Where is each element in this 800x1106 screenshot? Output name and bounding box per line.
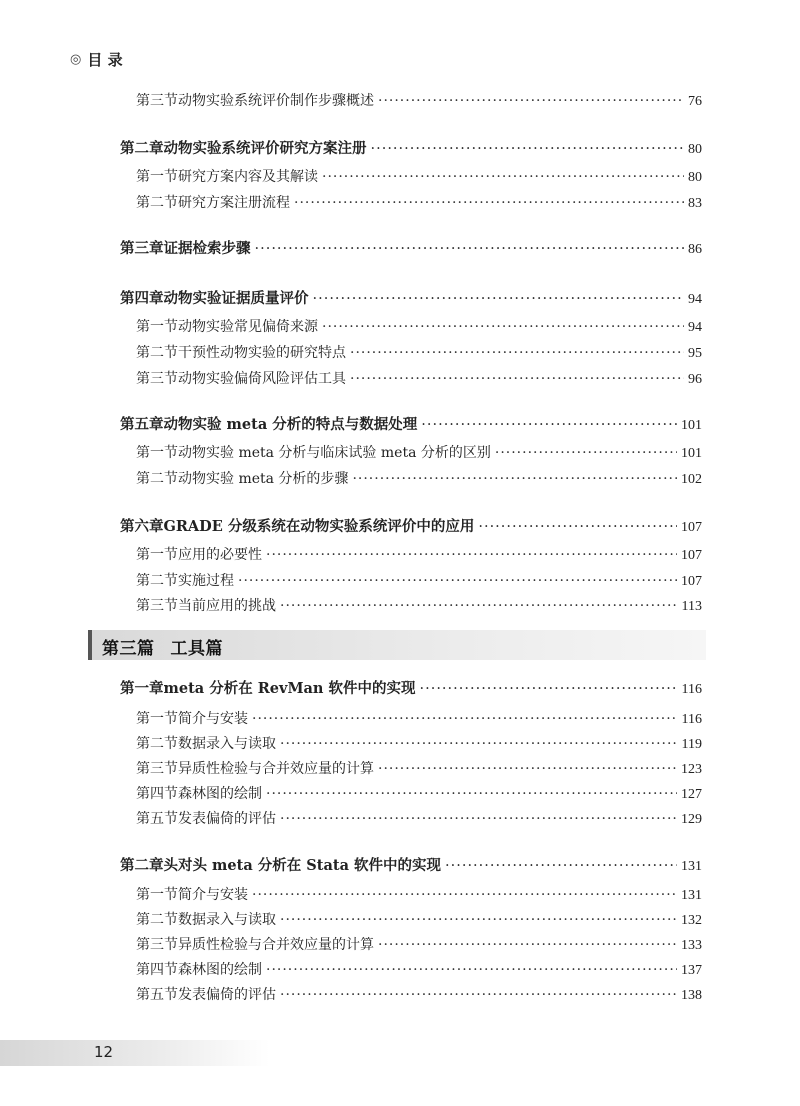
double-circle-icon: ◎: [70, 51, 82, 67]
entry-page-number: 107: [681, 548, 702, 563]
entry-title: 动物实验系统评价制作步骤概述: [178, 93, 374, 109]
entry-title: 发表偏倚的评估: [178, 987, 276, 1003]
entry-page-number: 83: [688, 196, 702, 211]
dot-leader: [280, 735, 678, 753]
dot-leader: [280, 810, 677, 828]
entry-title: 简介与安装: [178, 711, 248, 727]
entry-title: 研究方案内容及其解读: [178, 169, 318, 185]
entry-page-number: 94: [688, 320, 702, 335]
entry-page-number: 129: [681, 812, 702, 827]
dot-leader: [350, 370, 684, 388]
entry-number: 第二章: [120, 857, 164, 874]
entry-page-number: 137: [681, 963, 702, 978]
entry-title: 森林图的绘制: [178, 962, 262, 978]
entry-title: 动物实验 meta 分析与临床试验 meta 分析的区别: [178, 445, 491, 461]
part-heading-bar: [88, 630, 706, 660]
entry-title: 发表偏倚的评估: [178, 811, 276, 827]
dot-leader: [280, 597, 678, 615]
entry-number: 第二节: [136, 912, 178, 928]
entry-title: 干预性动物实验的研究特点: [178, 345, 346, 361]
entry-page-number: 107: [681, 520, 702, 535]
entry-number: 第三章: [120, 240, 164, 257]
entry-page-number: 95: [688, 346, 702, 361]
dot-leader: [294, 194, 684, 212]
entry-number: 第五节: [136, 811, 178, 827]
entry-number: 第一节: [136, 319, 178, 335]
toc-chapter-entry[interactable]: [120, 518, 702, 537]
entry-page-number: 94: [688, 292, 702, 307]
toc-section-entry[interactable]: [136, 572, 702, 591]
entry-page-number: 123: [681, 762, 702, 777]
toc-section-entry[interactable]: [136, 886, 702, 905]
entry-page-number: 107: [681, 574, 702, 589]
entry-number: 第六章: [120, 518, 164, 535]
entry-page-number: 113: [681, 599, 702, 614]
toc-section-entry[interactable]: [136, 810, 702, 829]
entry-number: 第一节: [136, 711, 178, 727]
dot-leader: [266, 546, 677, 564]
entry-title: 动物实验证据质量评价: [163, 290, 309, 307]
toc-section-entry[interactable]: [136, 444, 702, 463]
entry-number: 第二节: [136, 471, 178, 487]
dot-leader: [266, 785, 677, 803]
dot-leader: [238, 572, 677, 590]
entry-title: 证据检索步骤: [163, 240, 251, 257]
entry-page-number: 101: [681, 446, 702, 461]
toc-section-entry[interactable]: [136, 911, 702, 930]
part-heading: [102, 634, 223, 659]
dot-leader: [445, 857, 677, 875]
entry-page-number: 102: [681, 472, 702, 487]
dot-leader: [378, 92, 684, 110]
entry-title: 数据录入与读取: [178, 736, 276, 752]
entry-title: 当前应用的挑战: [178, 598, 276, 614]
entry-number: 第三节: [136, 371, 178, 387]
dot-leader: [280, 911, 677, 929]
dot-leader: [280, 986, 677, 1004]
entry-page-number: 131: [681, 888, 702, 903]
entry-number: 第一节: [136, 445, 178, 461]
entry-title: 动物实验常见偏倚来源: [178, 319, 318, 335]
entry-page-number: 86: [688, 242, 702, 257]
entry-page-number: 116: [681, 712, 702, 727]
entry-number: 第三节: [136, 761, 178, 777]
entry-title: 数据录入与读取: [178, 912, 276, 928]
toc-section-entry[interactable]: [136, 318, 702, 337]
dot-leader: [313, 290, 685, 308]
part-title: 工具篇: [170, 639, 223, 659]
entry-number: 第一章: [120, 680, 164, 697]
entry-number: 第五节: [136, 987, 178, 1003]
dot-leader: [420, 680, 678, 698]
dot-leader: [478, 518, 677, 536]
dot-leader: [252, 710, 678, 728]
toc-chapter-entry[interactable]: [120, 680, 702, 699]
entry-number: 第二节: [136, 195, 178, 211]
entry-number: 第二节: [136, 345, 178, 361]
entry-number: 第二节: [136, 573, 178, 589]
toc-chapter-entry[interactable]: [120, 140, 702, 159]
entry-page-number: 80: [688, 170, 702, 185]
entry-number: 第一节: [136, 547, 178, 563]
entry-number: 第四章: [120, 290, 164, 307]
entry-page-number: 127: [681, 787, 702, 802]
header-title: 目 录: [87, 50, 123, 69]
entry-page-number: 76: [688, 94, 702, 109]
toc-chapter-entry[interactable]: [120, 857, 702, 876]
dot-leader: [322, 318, 684, 336]
entry-number: 第四节: [136, 786, 178, 802]
entry-number: 第三节: [136, 598, 178, 614]
page-header: [70, 48, 123, 70]
entry-number: 第三节: [136, 93, 178, 109]
entry-title: 动物实验系统评价研究方案注册: [163, 140, 367, 157]
toc-section-entry[interactable]: [136, 710, 702, 729]
part-number: 第三篇: [102, 639, 155, 659]
dot-leader: [378, 936, 677, 954]
toc-section-entry[interactable]: [136, 470, 702, 489]
toc-chapter-entry[interactable]: [120, 290, 702, 309]
dot-leader: [352, 470, 677, 488]
entry-page-number: 96: [688, 372, 702, 387]
entry-number: 第五章: [120, 416, 164, 433]
dot-leader: [322, 168, 684, 186]
entry-title: 研究方案注册流程: [178, 195, 290, 211]
entry-number: 第四节: [136, 962, 178, 978]
entry-title: 异质性检验与合并效应量的计算: [178, 937, 374, 953]
dot-leader: [255, 240, 685, 258]
toc-section-entry[interactable]: [136, 597, 702, 616]
entry-number: 第一节: [136, 169, 178, 185]
entry-title: 动物实验 meta 分析的步骤: [178, 471, 349, 487]
entry-title: meta 分析在 RevMan 软件中的实现: [163, 680, 416, 697]
entry-title: 森林图的绘制: [178, 786, 262, 802]
dot-leader: [378, 760, 677, 778]
entry-title: GRADE 分级系统在动物实验系统评价中的应用: [163, 518, 475, 535]
entry-title: 头对头 meta 分析在 Stata 软件中的实现: [163, 857, 442, 874]
toc-section-entry[interactable]: [136, 194, 702, 213]
entry-page-number: 132: [681, 913, 702, 928]
toc-section-entry[interactable]: [136, 344, 702, 363]
entry-title: 异质性检验与合并效应量的计算: [178, 761, 374, 777]
entry-title: 动物实验偏倚风险评估工具: [178, 371, 346, 387]
entry-page-number: 101: [681, 418, 702, 433]
toc-chapter-entry[interactable]: [120, 416, 702, 435]
entry-number: 第二节: [136, 736, 178, 752]
toc-section-entry[interactable]: [136, 546, 702, 565]
entry-page-number: 133: [681, 938, 702, 953]
toc-section-entry[interactable]: [136, 986, 702, 1005]
toc-section-entry[interactable]: [136, 168, 702, 187]
toc-section-entry[interactable]: [136, 92, 702, 111]
entry-page-number: 80: [688, 142, 702, 157]
entry-title: 实施过程: [178, 573, 234, 589]
toc-section-entry[interactable]: [136, 370, 702, 389]
entry-page-number: 131: [681, 859, 702, 874]
entry-number: 第二章: [120, 140, 164, 157]
toc-section-entry[interactable]: [136, 936, 702, 955]
entry-title: 应用的必要性: [178, 547, 262, 563]
dot-leader: [350, 344, 684, 362]
toc-chapter-entry[interactable]: [120, 240, 702, 259]
entry-number: 第三节: [136, 937, 178, 953]
dot-leader: [371, 140, 685, 158]
toc-section-entry[interactable]: [136, 760, 702, 779]
toc-section-entry[interactable]: [136, 735, 702, 754]
entry-page-number: 119: [681, 737, 702, 752]
footer-bar: [0, 1040, 270, 1066]
entry-page-number: 138: [681, 988, 702, 1003]
dot-leader: [252, 886, 677, 904]
dot-leader: [266, 961, 677, 979]
entry-page-number: 116: [681, 682, 702, 697]
entry-number: 第一节: [136, 887, 178, 903]
entry-title: 简介与安装: [178, 887, 248, 903]
toc-section-entry[interactable]: [136, 961, 702, 980]
page-number: 12: [94, 1043, 114, 1061]
entry-title: 动物实验 meta 分析的特点与数据处理: [163, 416, 418, 433]
toc-section-entry[interactable]: [136, 785, 702, 804]
dot-leader: [495, 444, 677, 462]
dot-leader: [421, 416, 677, 434]
